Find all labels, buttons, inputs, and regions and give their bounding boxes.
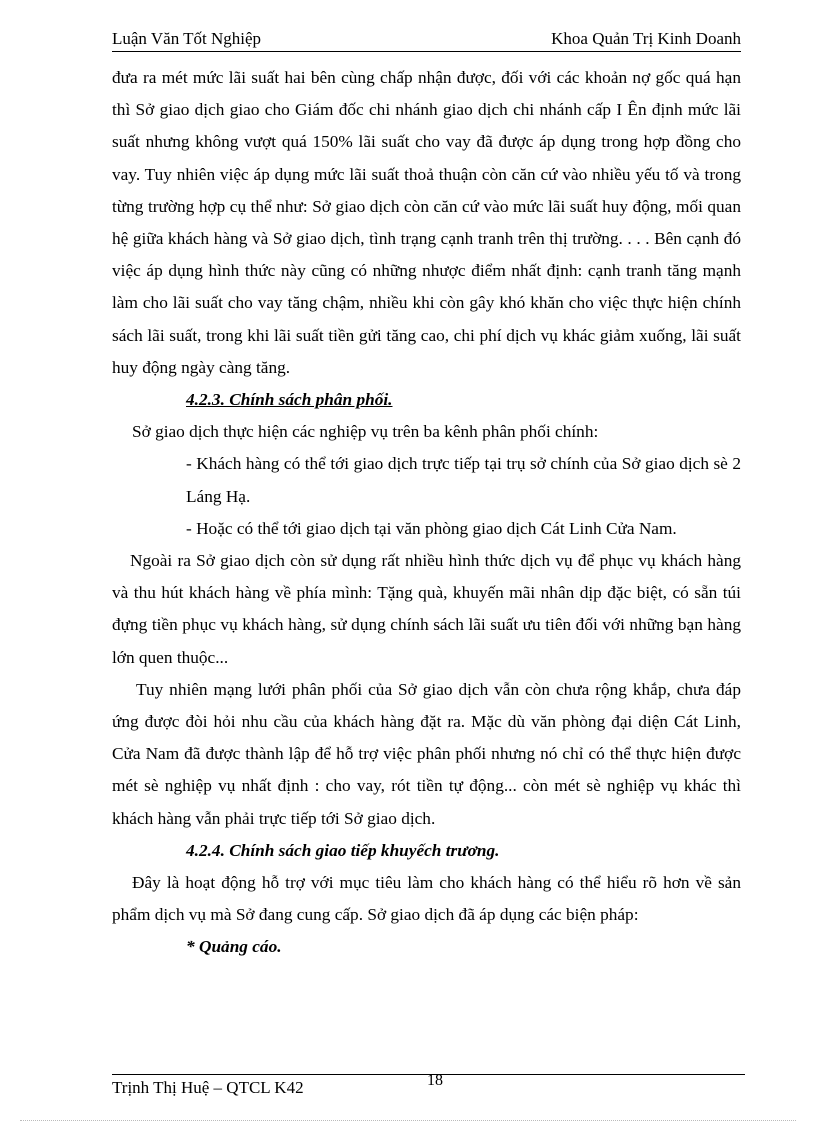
- page-header: [112, 28, 741, 52]
- paragraph-promotion: Đây là hoạt động hỗ trợ với mục tiêu làm cho khách hàng có thể hiểu rõ hơn về sản phẩm dịch vụ mà Sở đang cung cấp. Sở giao dịch đã áp dụng các biện pháp:: [112, 873, 741, 925]
- page-footer: [112, 1072, 745, 1097]
- section-heading-promotion: 4.2.4. Chính sách giao tiếp khuyếch trương.: [186, 840, 500, 860]
- header-left: Luận Văn Tốt Nghiệp: [112, 29, 262, 48]
- paragraph-services: Ngoài ra Sở giao dịch còn sử dụng rất nhiều hình thức dịch vụ để phục vụ khách hàng và thu hút khách hàng về phía mình: Tặng quà, khuyến mãi nhân dịp đặc biệt, có sẵn túi đựng tiền phục vụ khách hàng, sử dụng chính sách lãi suất ưu tiên đối với những bạn hàng lớn quen thuộc...: [112, 551, 741, 667]
- header-right: Khoa Quản Trị Kinh Doanh: [551, 29, 741, 48]
- paragraph-channels: Sở giao dịch thực hiện các nghiệp vụ trên ba kênh phân phối chính:: [132, 422, 599, 442]
- bullet-head-office: - Khách hàng có thể tới giao dịch trực tiếp tại trụ sở chính của Sở giao dịch sè 2 Láng Hạ.: [186, 454, 741, 506]
- document-body: [112, 62, 741, 964]
- page-bottom-divider: [20, 1120, 796, 1121]
- section-heading-distribution-text: 4.2.3. Chính sách phân phối.: [186, 390, 393, 410]
- footer-author: Trịnh Thị Huệ – QTCL K42: [112, 1078, 304, 1097]
- section-heading-distribution: [112, 384, 741, 416]
- paragraph-network-limits: Tuy nhiên mạng lưới phân phối của Sở giao dịch vẫn còn chưa rộng khắp, chưa đáp ứng được đòi hỏi nhu cầu của khách hàng đặt ra. Mặc dù văn phòng đại diện Cát Linh, Cửa Nam đã được thành lập để hỗ trợ việc phân phối nhưng nó chỉ có thể thực hiện được mét sè nghiệp vụ nhất định : cho vay, rót tiền tự động... còn mét sè nghiệp vụ khác thì khách hàng vẫn phải trực tiếp tới Sở giao dịch.: [112, 679, 741, 828]
- bullet-branch-office: - Hoặc có thể tới giao dịch tại văn phòng giao dịch Cát Linh Cửa Nam.: [186, 518, 677, 538]
- page-number: 18: [427, 1072, 443, 1089]
- paragraph-interest-rate: đưa ra mét mức lãi suất hai bên cùng chấp nhận được, đối với các khoản nợ gốc quá hạn thì Sở giao dịch giao cho Giám đốc chi nhánh giao dịch chi nhánh cấp I Ên định mức lãi suất nhưng không vượt quá 150% lãi suất cho vay đã được áp dụng trong hợp đồng cho vay. Tuy nhiên việc áp dụng mức lãi suất thoả thuận còn căn cứ vào nhiều yếu tố và trong từng trường hợp cụ thể như: Sở giao dịch còn căn cứ vào mức lãi suất huy động, mối quan hệ giữa khách hàng và Sở giao dịch, tình trạng cạnh tranh trên thị trường. . . . Bên cạnh đó việc áp dụng hình thức này cũng có những nhược điểm nhất định: cạnh tranh tăng mạnh làm cho lãi suất cho vay tăng chậm, nhiều khi còn gây khó khăn cho việc thực hiện chính sách lãi suất, trong khi lãi suất tiền gửi tăng cao, chi phí dịch vụ khác giảm xuống, lãi suất huy động ngày càng tăng.: [112, 68, 741, 377]
- subheading-advertising: * Quảng cáo.: [186, 937, 282, 957]
